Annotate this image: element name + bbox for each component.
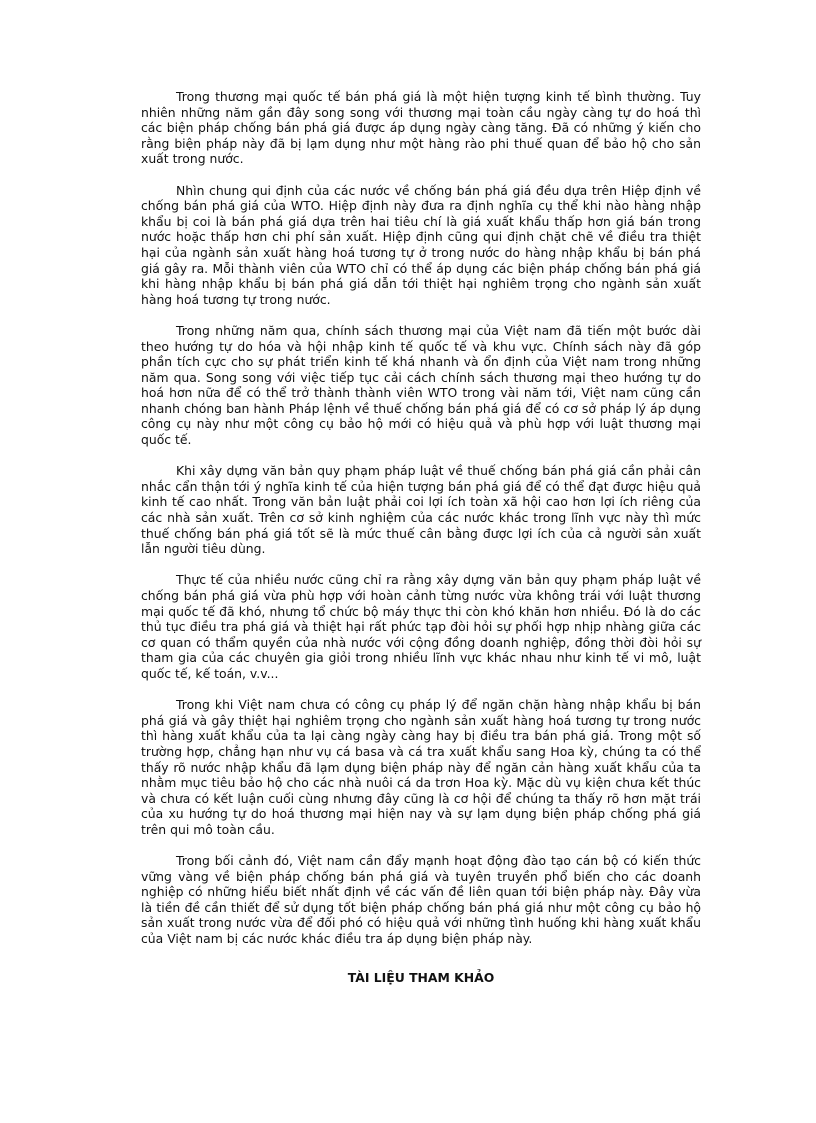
paragraph-7: Trong bối cảnh đó, Việt nam cần đẩy mạnh hoạt động đào tạo cán bộ có kiến thức vững vàng về biện pháp chống bán phá giá và tuyên truyền phổ biến cho các doanh nghiệp có những hiểu biết nhất định về các vấn đề liên quan tới biện pháp này. Đây vừa là tiền đề cần thiết để sử dụng tốt biện pháp chống bán phá giá như một công cụ bảo hộ sản xuất trong nước vừa để đối phó có hiệu quả với những tình huống khi hàng xuất khẩu của Việt nam bị các nước khác điều tra áp dụng biện pháp này. <box>141 853 701 947</box>
paragraph-5: Thực tế của nhiều nước cũng chỉ ra rằng xây dựng văn bản quy phạm pháp luật về chống bán phá giá vừa phù hợp với hoàn cảnh từng nước vừa không trái với luật thương mại quốc tế đã khó, nhưng tổ chức bộ máy thực thi còn khó khăn hơn nhiều. Đó là do các thủ tục điều tra phá giá và thiệt hại rất phức tạp đòi hỏi sự phối hợp nhịp nhàng giữa các cơ quan có thẩm quyền của nhà nước với cộng đồng doanh nghiệp, đồng thời đòi hỏi sự tham gia của các chuyên gia giỏi trong nhiều lĩnh vực khác nhau như kinh tế vi mô, luật quốc tế, kế toán, v.v... <box>141 572 701 681</box>
body-text <box>141 89 701 962</box>
paragraph-1: Trong thương mại quốc tế bán phá giá là một hiện tượng kinh tế bình thường. Tuy nhiên những năm gần đây song song với thương mại toàn cầu ngày càng tự do hoá thì các biện pháp chống bán phá giá được áp dụng ngày càng tăng. Đã có những ý kiến cho rằng biện pháp này đã bị lạm dụng như một hàng rào phi thuế quan để bảo hộ cho sản xuất trong nước. <box>141 89 701 167</box>
paragraph-3: Trong những năm qua, chính sách thương mại của Việt nam đã tiến một bước dài theo hướng tự do hóa và hội nhập kinh tế quốc tế và khu vực. Chính sách này đã góp phần tích cực cho sự phát triển kinh tế khá nhanh và ổn định của Việt nam trong những năm qua. Song song với việc tiếp tục cải cách chính sách thương mại theo hướng tự do hoá hơn nữa để có thể trở thành thành viên WTO trong vài năm tới, Việt nam cũng cần nhanh chóng ban hành Pháp lệnh về thuế chống bán phá giá để có cơ sở pháp lý áp dụng công cụ này như một công cụ bảo hộ mới có hiệu quả và phù hợp với luật thương mại quốc tế. <box>141 322 701 448</box>
paragraph-6: Trong khi Việt nam chưa có công cụ pháp lý để ngăn chặn hàng nhập khẩu bị bán phá giá và gây thiệt hại nghiêm trọng cho ngành sản xuất hàng hoá tương tự trong nước thì hàng xuất khẩu của ta lại càng ngày càng hay bị điều tra bán phá giá. Trong một số trường hợp, chẳng hạn như vụ cá basa và cá tra xuất khẩu sang Hoa kỳ, chúng ta có thể thấy rõ nước nhập khẩu đã lạm dụng biện pháp này để ngăn cản hàng xuất khẩu của ta nhằm mục tiêu bảo hộ cho các nhà nuôi cá da trơn Hoa kỳ. Mặc dù vụ kiện chưa kết thúc và chưa có kết luận cuối cùng nhưng đây cũng là cơ hội để chúng ta thấy rõ hơn mặt trái của xu hướng tự do hoá thương mại hiện nay và sự lạm dụng biện pháp chống phá giá trên qui mô toàn cầu. <box>141 697 701 837</box>
paragraph-4: Khi xây dựng văn bản quy phạm pháp luật về thuế chống bán phá giá cần phải cân nhắc cẩn thận tới ý nghĩa kinh tế của hiện tượng bán phá giá để có thể đạt được hiệu quả kinh tế cao nhất. Trong văn bản luật phải coi lợi ích toàn xã hội cao hơn lợi ích riêng của các nhà sản xuất. Trên cơ sở kinh nghiệm của các nước khác trong lĩnh vực này thì mức thuế chống bán phá giá tốt sẽ là mức thuế cân bằng được lợi ích của cả người sản xuất lẫn người tiêu dùng. <box>141 463 701 557</box>
paragraph-2: Nhìn chung qui định của các nước về chống bán phá giá đều dựa trên Hiệp định về chống bán phá giá của WTO. Hiệp định này đưa ra định nghĩa cụ thể khi nào hàng nhập khẩu bị coi là bán phá giá dựa trên hai tiêu chí là giá xuất khẩu thấp hơn giá bán trong nước hoặc thấp hơn chi phí sản xuất. Hiệp định cũng qui định chặt chẽ về điều tra thiệt hại của ngành sản xuất hàng hoá tương tự ở trong nước do hàng nhập khẩu bị bán phá giá gây ra. Mỗi thành viên của WTO chỉ có thể áp dụng các biện pháp chống bán phá giá khi hàng nhập khẩu bị bán phá giá dẫn tới thiệt hại nghiêm trọng cho ngành sản xuất hàng hoá tương tự trong nước. <box>141 182 701 307</box>
references-heading: TÀI LIỆU THAM KHẢO <box>347 970 495 985</box>
